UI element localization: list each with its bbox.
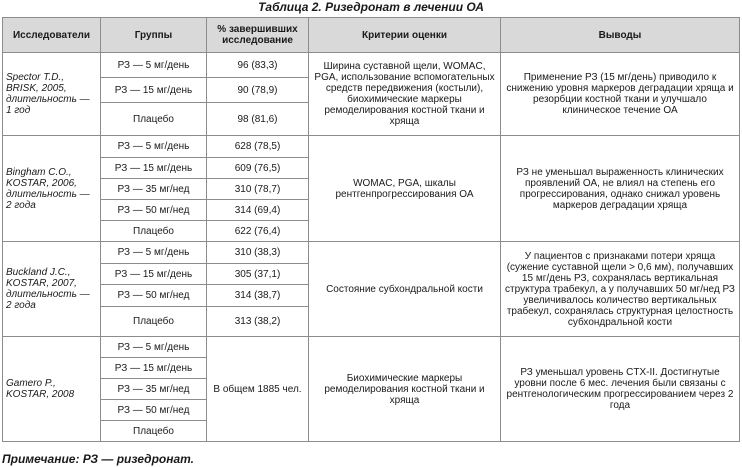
completed-cell: 310 (38,3) <box>207 242 309 264</box>
conclusions-cell: Применение РЗ (15 мг/день) приводило к снижению уровня маркеров деградации хряща и резорбции костной ткани и улучшало клиническое течение ОА <box>501 53 740 136</box>
table-row <box>3 242 740 264</box>
completed-cell: 313 (38,2) <box>207 307 309 337</box>
researchers-cell: Bingham C.O., KOSTAR, 2006, длительность — 2 года <box>3 136 101 242</box>
group-cell: РЗ — 50 мг/нед <box>101 200 207 221</box>
risedronate-table <box>2 17 740 442</box>
researchers-cell: Gamero P., KOSTAR, 2008 <box>3 337 101 442</box>
group-cell: РЗ — 15 мг/день <box>101 78 207 103</box>
criteria-cell: Состояние субхондральной кости <box>309 242 501 337</box>
completed-cell: 310 (78,7) <box>207 179 309 200</box>
criteria-cell: Ширина суставной щели, WOMAC, PGA, использование вспомогательных средств передвижения (костыли), биохимические маркеры ремоделирования костной ткани и хряща <box>309 53 501 136</box>
table-row <box>3 337 740 358</box>
criteria-cell: WOMAC, PGA, шкалы рентгенпрогрессирования ОА <box>309 136 501 242</box>
completed-cell: 305 (37,1) <box>207 264 309 285</box>
conclusions-cell: РЗ уменьшал уровень CTX-II. Достигнутые уровни после 6 мес. лечения были связаны с рентгенологическим прогрессированием через 2 года <box>501 337 740 442</box>
completed-cell: 314 (69,4) <box>207 200 309 221</box>
group-cell: РЗ — 5 мг/день <box>101 337 207 358</box>
researchers-cell: Spector T.D., BRISK, 2005, длительность — 1 год <box>3 53 101 136</box>
criteria-cell: Биохимические маркеры ремоделирования костной ткани и хряща <box>309 337 501 442</box>
conclusions-cell: РЗ не уменьшал выраженность клинических проявлений ОА, не влиял на степень его прогрессирования, однако снижал уровень маркеров деградации хряща <box>501 136 740 242</box>
group-cell: Плацебо <box>101 307 207 337</box>
table-note: Примечание: РЗ — ризедронат. <box>2 452 195 466</box>
completed-cell: 90 (78,9) <box>207 78 309 103</box>
header-row <box>3 18 740 53</box>
group-cell: РЗ — 15 мг/день <box>101 264 207 285</box>
header-completed: % завершивших исследование <box>207 18 309 53</box>
header-researchers: Исследователи <box>3 18 101 53</box>
group-cell: РЗ — 5 мг/день <box>101 136 207 158</box>
table-row <box>3 136 740 158</box>
group-cell: Плацебо <box>101 221 207 242</box>
researchers-cell: Buckland J.C., KOSTAR, 2007, длительность — 2 года <box>3 242 101 337</box>
completed-cell: 609 (76,5) <box>207 158 309 179</box>
completed-cell: 98 (81,6) <box>207 103 309 136</box>
table-row <box>3 53 740 78</box>
table-caption: Таблица 2. Ризедронат в лечении ОА <box>258 0 484 14</box>
group-cell: РЗ — 15 мг/день <box>101 158 207 179</box>
header-criteria: Критерии оценки <box>309 18 501 53</box>
group-cell: РЗ — 50 мг/нед <box>101 400 207 421</box>
group-cell: РЗ — 5 мг/день <box>101 242 207 264</box>
completed-total-cell: В общем 1885 чел. <box>207 337 309 442</box>
group-cell: РЗ — 15 мг/день <box>101 358 207 379</box>
group-cell: РЗ — 35 мг/нед <box>101 179 207 200</box>
group-cell: РЗ — 5 мг/день <box>101 53 207 78</box>
conclusions-cell: У пациентов с признаками потери хряща (сужение суставной щели > 0,6 мм), получавших 15 мг/день РЗ, сохранялась вертикальная структура трабекул, а у получавших 50 мг/нед РЗ увеличивалось количество вертикальных трабекул, сохранялась структурная целостность субхондральной кости <box>501 242 740 337</box>
header-conclusions: Выводы <box>501 18 740 53</box>
group-cell: РЗ — 35 мг/нед <box>101 379 207 400</box>
completed-cell: 628 (78,5) <box>207 136 309 158</box>
group-cell: Плацебо <box>101 103 207 136</box>
group-cell: РЗ — 50 мг/нед <box>101 285 207 307</box>
completed-cell: 96 (83,3) <box>207 53 309 78</box>
completed-cell: 622 (76,4) <box>207 221 309 242</box>
group-cell: Плацебо <box>101 421 207 442</box>
header-groups: Группы <box>101 18 207 53</box>
completed-cell: 314 (38,7) <box>207 285 309 307</box>
